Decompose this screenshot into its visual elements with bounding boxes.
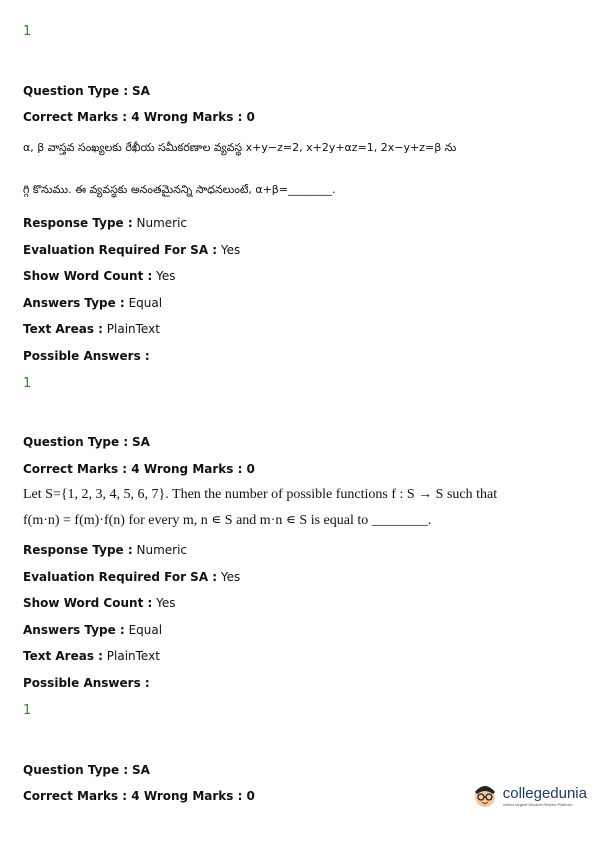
response-type-row xyxy=(23,216,187,230)
marks-row: Correct Marks : 4 Wrong Marks : 0 xyxy=(23,462,255,476)
text-areas-row xyxy=(23,649,160,663)
question-type-value: SA xyxy=(131,435,150,449)
text-areas-value: PlainText xyxy=(106,649,160,663)
answers-type-label: Answers Type : xyxy=(23,623,125,637)
question-type-label: Question Type : xyxy=(23,763,129,777)
evaluation-row xyxy=(23,570,240,584)
word-count-label: Show Word Count : xyxy=(23,596,153,610)
response-type-label: Response Type : xyxy=(23,216,133,230)
word-count-label: Show Word Count : xyxy=(23,269,153,283)
evaluation-row xyxy=(23,243,240,257)
marks-row: Correct Marks : 4 Wrong Marks : 0 xyxy=(23,110,255,124)
question-text-line-1: Let S={1, 2, 3, 4, 5, 6, 7}. Then the number of possible functions f : S → S such that xyxy=(23,487,498,502)
answers-type-row xyxy=(23,623,162,637)
possible-answers-label: Possible Answers : xyxy=(23,349,150,363)
answers-type-value: Equal xyxy=(128,296,163,310)
answers-type-row xyxy=(23,296,162,310)
possible-answers-label: Possible Answers : xyxy=(23,676,150,690)
question-text-line-2: గ్గి కొనుము. ఈ వ్యవస్థకు అనంతమైనన్ని సాధనలుంటే, α+β=________. xyxy=(23,183,336,196)
question-type-value: SA xyxy=(131,84,150,98)
response-type-value: Numeric xyxy=(136,543,188,557)
response-type-row xyxy=(23,543,187,557)
word-count-row xyxy=(23,596,175,610)
answers-type-value: Equal xyxy=(128,623,163,637)
response-type-label: Response Type : xyxy=(23,543,133,557)
question-type-label: Question Type : xyxy=(23,84,129,98)
text-areas-row xyxy=(23,322,160,336)
logo-name: collegedunia xyxy=(502,785,587,802)
word-count-row xyxy=(23,269,175,283)
text-areas-value: PlainText xyxy=(106,322,160,336)
question-type-row xyxy=(23,84,150,98)
word-count-value: Yes xyxy=(156,269,176,283)
evaluation-value: Yes xyxy=(220,243,241,257)
possible-answer-value: 1 xyxy=(23,703,32,718)
response-type-value: Numeric xyxy=(136,216,188,230)
question-type-row xyxy=(23,435,150,449)
question-number: 1 xyxy=(23,24,32,39)
question-type-row xyxy=(23,763,150,777)
text-areas-label: Text Areas : xyxy=(23,649,103,663)
question-type-label: Question Type : xyxy=(23,435,129,449)
question-text-line-1: α, β వాస్తవ సంఖ్యలకు రేఖీయ సమీకరణాల వ్యవస్థ x+y−z=2, x+2y+αz=1, 2x−y+z=β ను xyxy=(23,141,457,154)
logo-tagline: India's largest Student Review Platform xyxy=(502,802,573,807)
question-text-line-2: f(m·n) = f(m)·f(n) for every m, n ∊ S and m·n ∊ S is equal to ________. xyxy=(23,513,432,528)
possible-answer-value: 1 xyxy=(23,376,32,391)
marks-row: Correct Marks : 4 Wrong Marks : 0 xyxy=(23,789,255,803)
mascot-icon xyxy=(471,782,499,810)
word-count-value: Yes xyxy=(156,596,176,610)
text-areas-label: Text Areas : xyxy=(23,322,103,336)
evaluation-label: Evaluation Required For SA : xyxy=(23,243,218,257)
question-type-value: SA xyxy=(131,763,150,777)
answers-type-label: Answers Type : xyxy=(23,296,125,310)
evaluation-label: Evaluation Required For SA : xyxy=(23,570,218,584)
collegedunia-logo xyxy=(471,782,587,810)
evaluation-value: Yes xyxy=(220,570,241,584)
